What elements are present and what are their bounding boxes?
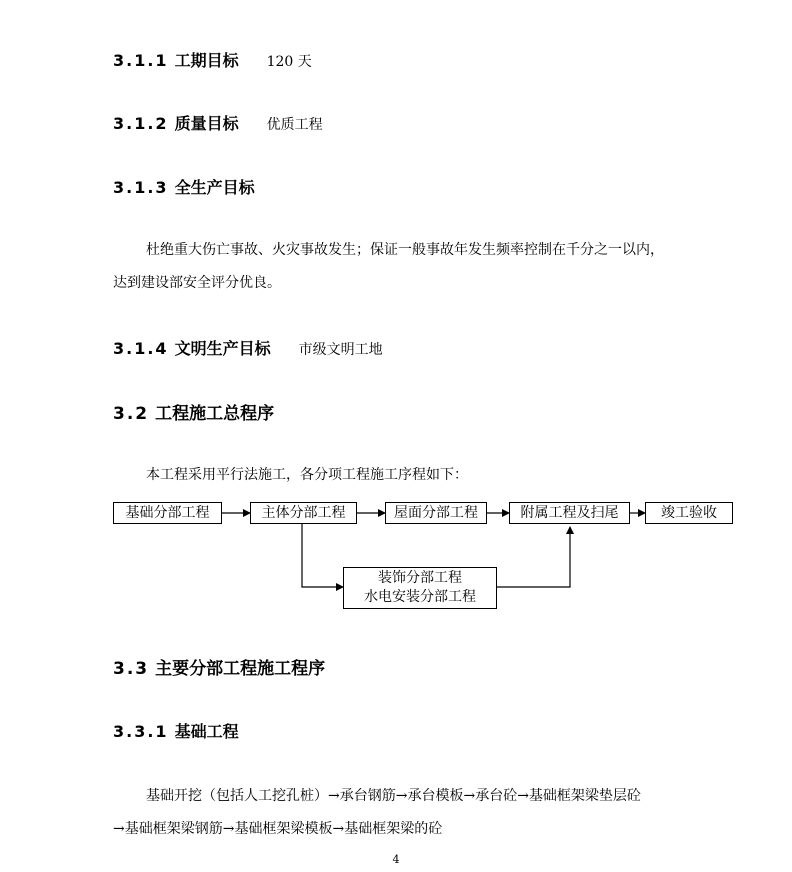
section-value: 市级文明工地 <box>298 342 383 358</box>
flow-parallel-mep: 水电安装分部工程 <box>364 589 476 605</box>
arrow-to-parallel <box>302 524 343 587</box>
section-number: 3.3 <box>113 659 150 679</box>
section-number: 3.1.4 <box>113 339 169 358</box>
section-title: 全生产目标 <box>174 178 255 197</box>
section-number: 3.3.1 <box>113 722 169 741</box>
flow-parallel-box <box>343 567 497 609</box>
heading-3-3-1 <box>113 719 239 742</box>
foundation-text-line2: →基础框架梁钢筋→基础框架梁模板→基础框架梁的砼 <box>113 821 443 837</box>
flow-step-main-structure: 主体分部工程 <box>250 502 357 524</box>
section-title: 工程施工总程序 <box>155 404 275 424</box>
safety-text-line1: 杜绝重大伤亡事故、火灾事故发生；保证一般事故年发生频率控制在千分之一以内， <box>146 242 664 258</box>
flow-step-foundation: 基础分部工程 <box>113 502 222 524</box>
safety-text-line2: 达到建设部安全评分优良。 <box>113 275 281 291</box>
flow-step-roof: 屋面分部工程 <box>385 502 487 524</box>
procedure-intro: 本工程采用平行法施工，各分项工程施工序程如下： <box>146 467 468 483</box>
page-number: 4 <box>392 853 400 866</box>
section-title: 文明生产目标 <box>174 339 271 358</box>
section-title: 质量目标 <box>174 114 239 133</box>
section-number: 3.1.2 <box>113 114 169 133</box>
foundation-text-line1: 基础开挖（包括人工挖孔桩）→承台钢筋→承台模板→承台砼→基础框架梁垫层砼 <box>146 788 641 804</box>
section-title: 基础工程 <box>174 722 239 741</box>
flow-parallel-decoration: 装饰分部工程 <box>378 570 462 586</box>
section-number: 3.1.1 <box>113 51 169 70</box>
flow-step-acceptance: 竣工验收 <box>645 502 733 524</box>
section-value: 优质工程 <box>266 117 323 133</box>
flow-step-ancillary: 附属工程及扫尾 <box>509 502 630 524</box>
section-number: 3.1.3 <box>113 178 169 197</box>
section-number: 3.2 <box>113 404 150 424</box>
heading-3-3 <box>113 654 325 679</box>
section-value: 120 天 <box>266 54 312 70</box>
section-title: 主要分部工程施工程序 <box>155 659 326 679</box>
section-title: 工期目标 <box>174 51 239 70</box>
arrow-from-parallel <box>497 527 570 587</box>
